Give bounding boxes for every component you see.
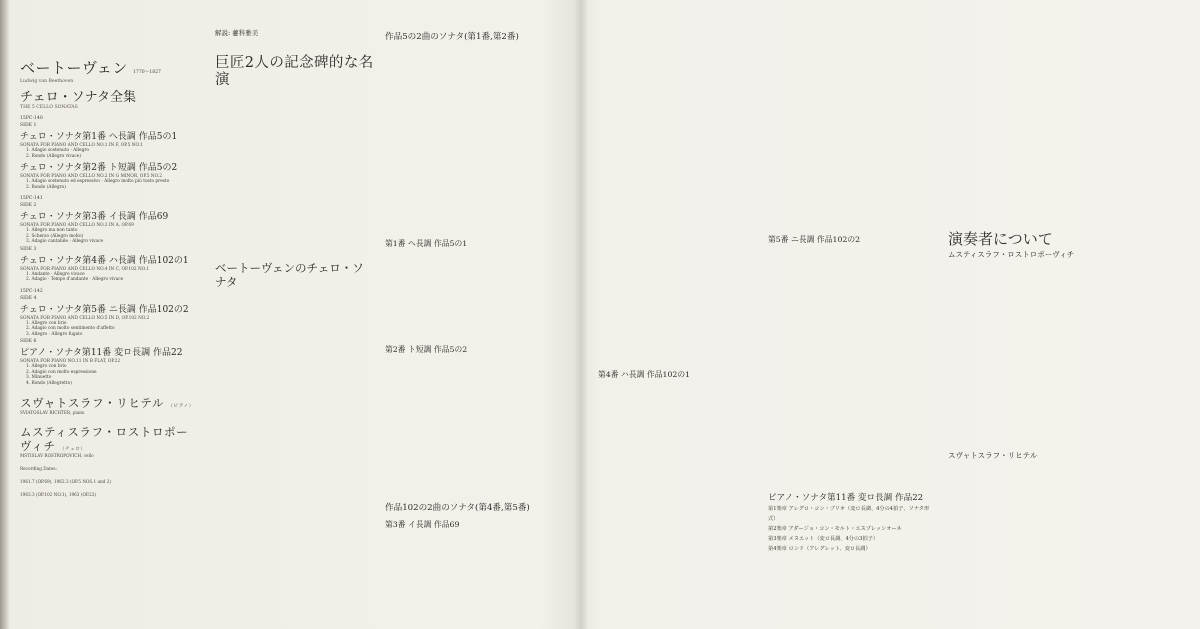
album-title: チェロ・ソナタ全集 (20, 90, 136, 105)
movement: 3. Adagio cantabile · Allegro vivace (26, 239, 104, 244)
composer-dates: 1770〜1827 (133, 70, 161, 75)
author-credit: 解説: 薹科雅美 (215, 29, 259, 37)
right-page-column-1 (598, 24, 763, 614)
movement: 2. Rondo (Allegro vivace) (26, 153, 82, 159)
movement: 2. Rondo (Allegro) (26, 184, 66, 190)
movement: 1. Allegro con brio (26, 364, 67, 369)
work-title: ピアノ・ソナタ第11番 変ロ長調 作品22 (20, 348, 183, 358)
work-title-en: SONATA FOR PIANO AND CELLO NO.2 IN G MINOR, OP.5 NO.2 (20, 174, 162, 179)
movement: 第2楽章 アダージョ・コン・モルト・エスプレッシオーネ (768, 526, 902, 532)
section-heading: 第2番 ト短調 作品5の2 (385, 345, 468, 354)
movement: 第1楽章 アレグロ・コン・ブリオ（変ロ長調、4分の4拍子、ソナタ形式） (768, 506, 930, 522)
movement: 2. Adagio · Tempo d'andante · Allegro vivace (26, 277, 124, 282)
side-label: SIDE 2 (20, 203, 37, 208)
section-heading: 第4番 ハ長調 作品102の1 (598, 370, 691, 379)
recording-dates: 1963.3 (OP.102 NO.1), 1963 (OP.22) (20, 492, 97, 497)
essay-body-text (215, 97, 375, 247)
performer-name: スヴャトスラフ・リヒテル (20, 396, 165, 410)
performer-role: （ピアノ） (168, 404, 194, 409)
movement: 1. Andante · Allegro vivace (26, 271, 85, 277)
catalog-number: 15PC-142 (20, 288, 43, 294)
catalog-number: 15PC-141 (20, 196, 43, 201)
section-heading: 第3番 イ長調 作品69 (385, 520, 460, 529)
performers-column (948, 24, 1188, 614)
side-label: SIDE 1 (20, 123, 37, 128)
movement: 1. Allegro ma non tanto (26, 228, 78, 233)
performer-name-en: SVIATOSLAV RICHTER, piano (20, 410, 85, 415)
movement: 2. Scherzo (Allegro molto) (26, 233, 84, 239)
album-title-en: THE 5 CELLO SONATAS (20, 105, 78, 110)
page-edge-shadow (0, 0, 10, 629)
essay-subheadline: ベートーヴェンのチェロ・ソナタ (215, 261, 364, 289)
movement: 2. Adagio con molto espressione (26, 369, 97, 375)
work-title: チェロ・ソナタ第3番 イ長調 作品69 (20, 212, 169, 222)
performers-subheading: ムスティスラフ・ロストロポーヴィチ (948, 250, 1075, 259)
work-title: チェロ・ソナタ第4番 ハ長調 作品102の1 (20, 255, 189, 266)
performer-heading: スヴャトスラフ・リヒテル (948, 451, 1038, 460)
performers-heading: 演奏者について (948, 230, 1053, 248)
middle-column (385, 24, 565, 614)
section-heading: ピアノ・ソナタ第11番 変ロ長調 作品22 (768, 493, 924, 503)
recording-dates-label: Recording Dates: (20, 466, 57, 471)
essay-headline: 巨匠2人の記念碑的な名演 (215, 55, 374, 88)
work-title: チェロ・ソナタ第2番 ト短調 作品5の2 (20, 163, 178, 173)
catalog-number: 15PC-140 (20, 116, 43, 121)
movement: 1. Adagio sostenuto · Allegro (26, 148, 89, 153)
center-fold (574, 0, 588, 629)
section-heading: 第5番 ニ長調 作品102の2 (768, 235, 861, 244)
work-title-en: SONATA FOR PIANO AND CELLO NO.4 IN C, OP.102 NO.1 (20, 266, 150, 272)
movement: 3. Minuetto (26, 375, 52, 380)
movement: 1. Adagio sostenuto ed espressivo · Allegro molto più tosto presto (26, 179, 170, 184)
movement: 3. Allegro · Allegro fugato (26, 331, 83, 337)
section-heading: 第1番 ヘ長調 作品5の1 (385, 239, 468, 248)
side-label: SIDE 3 (20, 246, 37, 252)
essay-column (215, 28, 375, 618)
section-heading: 作品5の2曲のソナタ(第1番,第2番) (385, 32, 519, 42)
work-title: チェロ・ソナタ第1番 ヘ長調 作品5の1 (20, 132, 178, 142)
side-label: SIDE 4 (20, 295, 37, 301)
movement: 4. Rondo (Allegretto) (26, 380, 72, 386)
movement: 2. Adagio con molto sentimento d'affetto (26, 326, 115, 331)
composer-name: ベートーヴェン (20, 59, 128, 77)
right-page-column-2 (768, 24, 933, 614)
movement: 1. Allegro con brio (26, 320, 67, 326)
side-label: SIDE 6 (20, 339, 37, 344)
movement: 第3楽章 メヌエット（変ロ長調、4分の3拍子） (768, 536, 879, 542)
performer-role: （チェロ） (59, 447, 86, 452)
recording-dates: 1961.7 (OP.69), 1962.3 (OP.5 NOS.1 and 2) (20, 479, 111, 484)
section-heading: 作品102の2曲のソナタ(第4番,第5番) (385, 503, 530, 513)
work-title-en: SONATA FOR PIANO AND CELLO NO.5 IN D, OP.102 NO.2 (20, 315, 150, 321)
performer-name-en: MSTISLAV ROSTROPOVICH, cello (20, 453, 94, 458)
work-title: チェロ・ソナタ第5番 ニ長調 作品102の2 (20, 304, 189, 315)
work-title-en: SONATA FOR PIANO AND CELLO NO.3 IN A, OP.69 (20, 223, 134, 228)
movement: 第4楽章 ロンド（アレグレット、変ロ長調） (768, 546, 871, 552)
work-title-en: SONATA FOR PIANO NO.11 IN B FLAT, OP.22 (20, 359, 121, 364)
composer-name-en: Ludwig van Beethoven (20, 79, 74, 84)
tracklist-column (20, 58, 200, 618)
work-title-en: SONATA FOR PIANO AND CELLO NO.1 IN F, OP.5 NO.1 (20, 143, 143, 148)
performer-name: ムスティスラフ・ロストロポーヴィチ (20, 425, 189, 453)
